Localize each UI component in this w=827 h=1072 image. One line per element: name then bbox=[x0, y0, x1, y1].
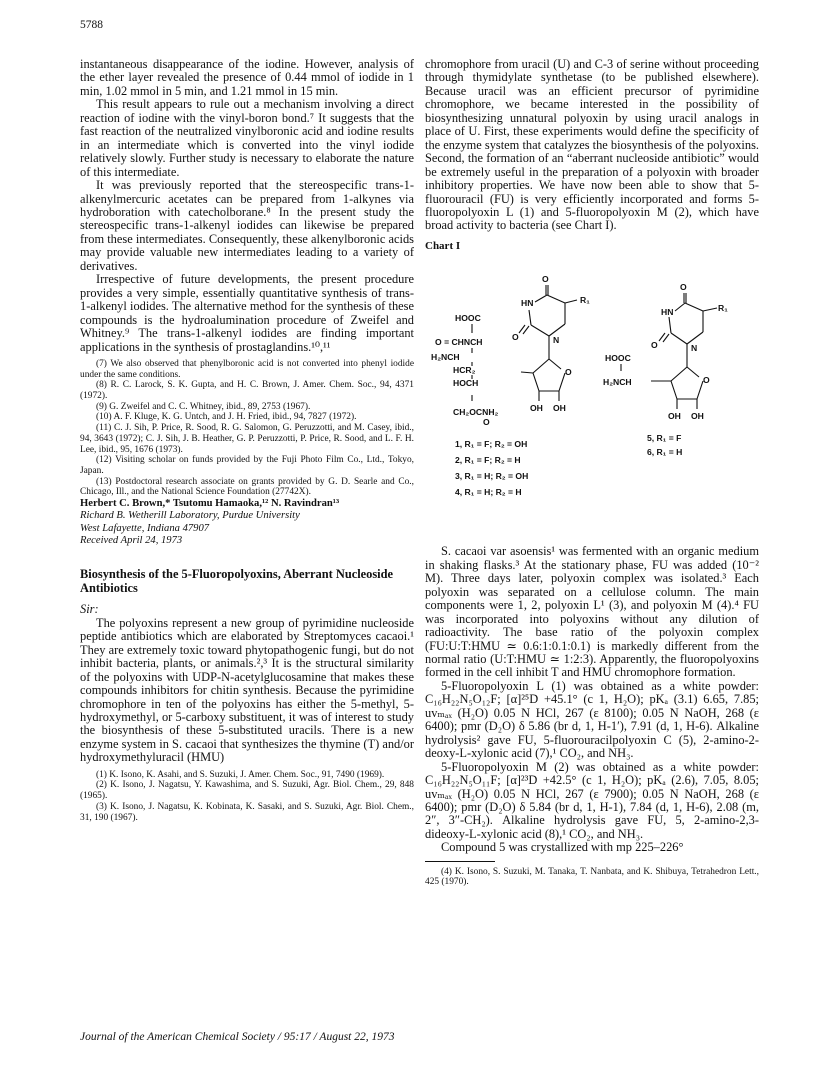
footnote: (1) K. Isono, K. Asahi, and S. Suzuki, J. Amer. Chem. Soc., 91, 7490 (1969). bbox=[96, 769, 385, 780]
footnote: (7) We also observed that phenylboronic acid is not converted into phenyl iodide under the same conditions. bbox=[80, 358, 414, 380]
journal-footer: Journal of the American Chemical Society / 95:17 / August 22, 1973 bbox=[80, 1031, 395, 1043]
label-r1: R₁ bbox=[718, 303, 728, 314]
footnote: (9) G. Zweifel and C. C. Whitney, ibid., 89, 2753 (1967). bbox=[96, 401, 311, 412]
label-h2nch: H₂NCH bbox=[603, 377, 632, 388]
chemical-structure-chart bbox=[425, 255, 759, 545]
compound-3-label: 3, R₁ = H; R₂ = OH bbox=[455, 471, 529, 482]
label-oh: OH bbox=[691, 411, 704, 422]
paragraph: chromophore from uracil (U) and C-3 of serine without proceeding through thymidylate synthetase (to be published elsewhere). Because uracil was an efficient precursor of pyrimidine chromophore, we became interested in the possibility of biosynthesizing unnatural polyoxin by using uracil analogs in place of U. First, these experiments would define the specificity of the enzyme system that catalyzes the biosynthesis of the polyoxins. Second, the formation of an “aberrant nucleoside antibiotic” would be extremely useful in the preparation of a polyoxin with broader inhibitory properties. We have now been able to show that 5-fluorouracil (FU) is very efficiently incorporated and forms 5-fluoropolyoxin L (1) and 5-fluoropolyoxin M (2), which have broad activity to bacteria (see Chart I). bbox=[425, 57, 759, 233]
footnote: (12) Visiting scholar on funds provided by the Fuji Photo Film Co., Ltd., Tokyo, Japan. bbox=[80, 455, 414, 476]
label-hn: HN bbox=[661, 307, 674, 318]
compound-4-label: 4, R₁ = H; R₂ = H bbox=[455, 487, 522, 498]
label-oxygen: O bbox=[483, 417, 490, 428]
label-oxygen: O bbox=[512, 332, 519, 343]
footnotes bbox=[80, 770, 414, 824]
label-oh: OH bbox=[553, 403, 566, 414]
compound-1-label: 1, R₁ = F; R₂ = OH bbox=[455, 439, 528, 450]
author-line: Herbert C. Brown,* Tsutomu Hamaoka,¹² N. Ravindran¹³ bbox=[80, 498, 340, 510]
label-oxygen: O bbox=[651, 340, 658, 351]
compound-5-label: 5, R₁ = F bbox=[647, 433, 682, 444]
paragraph: S. cacaoi var asoensis¹ was fermented with an organic medium in shaking flasks.³ At the stationary phase, FU was added (10⁻² M). Three days later, polyoxin complex was isolated.³ Each polyoxin was separated on a cellulose column. The main components were 1, 2, polyoxin L¹ (3), and polyoxin M (4).⁴ FU was incorporated into polyoxins without any dilution of radioactivity. The base ratio of the polyoxin complex (FU:U:T:HMU ≃ 0.6:1:0.1:0.1) is markedly different from the normal ratio (U:T:HMU ≃ 1:2:3). Apparently, the fluoropolyoxins formed in the cell inhibit T and HMU chromophore formation. bbox=[425, 544, 759, 680]
affiliation-location: West Lafayette, Indiana 47907 bbox=[80, 522, 210, 534]
footnotes bbox=[80, 359, 414, 498]
footnote-rule bbox=[425, 861, 495, 862]
label-nitrogen: N bbox=[553, 335, 560, 346]
label-oh: OH bbox=[530, 403, 543, 414]
paragraph: It was previously reported that the stereospecific trans-1-alkenylmercuric acetates can be prepared from 1-alkynes via hydroboration with catecholborane.⁸ In the present study the stereospecific trans-1-alkenyl iodides can likewise be prepared from these intermediates. Consequently, these alkenylboronic acids may provide valuable new intermediates leading to a variety of derivatives. bbox=[80, 178, 414, 273]
article-title: Biosynthesis of the 5-Fluoropolyoxins, Aberrant Nucleoside Antibiotics bbox=[80, 567, 393, 596]
label-h2nch: H₂NCH bbox=[431, 352, 460, 363]
label-nitrogen: N bbox=[691, 343, 698, 354]
label-ring-oxygen: O bbox=[703, 375, 710, 386]
right-column bbox=[425, 58, 759, 888]
left-column bbox=[80, 58, 414, 823]
label-r1: R₁ bbox=[580, 295, 590, 306]
label-ch2ocnh2: CH₂OCNH₂ bbox=[453, 407, 499, 418]
label-hooc: HOOC bbox=[455, 313, 481, 324]
footnote: (2) K. Isono, J. Nagatsu, Y. Kawashima, and S. Suzuki, Agr. Biol. Chem., 29, 848 (1965). bbox=[80, 780, 414, 802]
page-number: 5788 bbox=[80, 19, 103, 31]
label-hoch: HOCH bbox=[453, 378, 479, 389]
footnote: (4) K. Isono, S. Suzuki, M. Tanaka, T. Nanbata, and K. Shibuya, Tetrahedron Lett., 425 (1970). bbox=[425, 866, 759, 888]
label-hn: HN bbox=[521, 298, 534, 309]
footnote: (11) C. J. Sih, P. Price, R. Sood, R. G. Salomon, G. Peruzzotti, and M. Casey, ibid., 94, 3643 (1972); C. J. Sih, J. B. Heather, G. P. Peruzzotti, P. Price, R. Sood, and L. F. H. Lee, ibid., 95, 1676 (1973). bbox=[80, 423, 414, 455]
paragraph: The polyoxins represent a new group of pyrimidine nucleoside peptide antibiotics which are elaborated by Streptomyces cacaoi.¹ They are extremely toxic toward phytopathogenic fungi, but do not inhibit bacteria, plants, or animals.²,³ It is the structural similarity of the polyoxins with UDP-N-acetylglucosamine that makes these compounds inhibitors for chitin synthesis. Because the pyrimidine chromophore in ten of the polyoxins has either the 5-methyl, 5-hydroxymethyl, or 5-carboxy substituent, it was of interest to study the biosynthesis of these 5-substituted uracils. There is a new enzyme system in S. cacaoi that synthesizes the thymine (T) and/or hydroxymethyluracil (HMU) bbox=[80, 615, 414, 765]
received-date: Received April 24, 1973 bbox=[80, 534, 183, 546]
salutation: Sir: bbox=[80, 602, 99, 617]
paragraph: Compound 5 was crystallized with mp 225–226° bbox=[441, 840, 684, 855]
paragraph: 5-Fluoropolyoxin M (2) was obtained as a white powder: C₁₆H₂₂N₅O₁₁F; [α]²³D +42.5° (c 1, H₂O); pKₐ (2.6), 7.05, 8.05; uvₘₐₓ (H₂O) 0.05 N HCl, 267 (ε 7900); 0.05 N NaOH, 268 (ε 6400); pmr (D₂O) δ 5.84 (br d, 1, H-1), 7.84 (d, 1, H-6), 2.08 (m, 2″, 3″-CH₂). Alkaline hydrolysis gave FU, 5, 2-amino-2,3-dideoxy-L-xylonic acid (8),¹ CO₂, and NH₃. bbox=[425, 759, 759, 841]
affiliation: Richard B. Wetherill Laboratory, Purdue University bbox=[80, 510, 300, 522]
label-hcr2: HCR₂ bbox=[453, 365, 476, 376]
chart-label: Chart I bbox=[425, 239, 461, 252]
paragraph: 5-Fluoropolyoxin L (1) was obtained as a white powder: C₁₆H₂₂N₅O₁₂F; [α]²⁵D +45.1° (c 1, H₂O); pKₐ (3.1) 6.65, 7.85; uvₘₐₓ (H₂O) 0.05 N HCl, 267 (ε 8100); 0.05 N NaOH, 268 (ε 6400); pmr (D₂O) δ 5.86 (br d, 1, H-1′), 7.91 (d, 1, H-6). Alkaline hydrolysis² gave FU, 5-fluorouracilpolyoxin C (5), 2-amino-2-deoxy-L-xylonic acid (7),¹ CO₂, and NH₃. bbox=[425, 678, 759, 761]
paragraph: Irrespective of future developments, the present procedure provides a very simple, essentially quantitative synthesis of trans-1-alkenyl iodides. The alternative method for the synthesis of these compounds is the hydroalumination procedure of Zweifel and Whitney.⁹ The trans-1-alkenyl iodides are finding important applications in the synthesis of prostaglandins.¹⁰,¹¹ bbox=[80, 272, 414, 354]
footnote: (3) K. Isono, J. Nagatsu, K. Kobinata, K. Sasaki, and S. Suzuki, Agr. Biol. Chem., 31, 190 (1967). bbox=[80, 801, 414, 823]
compound-6-label: 6, R₁ = H bbox=[647, 447, 683, 458]
label-hooc: HOOC bbox=[605, 353, 631, 364]
footnote: (13) Postdoctoral research associate on grants provided by G. D. Searle and Co., Chicago, Ill., and the National Science Foundation (27742X). bbox=[80, 476, 414, 498]
label-oxygen: O bbox=[680, 282, 687, 293]
footnote: (8) R. C. Larock, S. K. Gupta, and H. C. Brown, J. Amer. Chem. Soc., 94, 4371 (1972). bbox=[80, 380, 414, 402]
label-ring-oxygen: O bbox=[565, 367, 572, 378]
label-oh: OH bbox=[668, 411, 681, 422]
compound-2-label: 2, R₁ = F; R₂ = H bbox=[455, 455, 521, 466]
footnote: (10) A. F. Kluge, K. G. Untch, and J. H. Fried, ibid., 94, 7827 (1972). bbox=[96, 412, 357, 423]
label-o-chnch: O = CHNCH bbox=[435, 337, 483, 348]
paragraph: This result appears to rule out a mechanism involving a direct reaction of iodine with the vinyl-boron bond.⁷ It suggests that the fast reaction of the neutralized vinylboronic acid and iodine results in an intermediate which is converted into the vinyl iodide relatively slowly. Further study is necessary to elaborate the nature of this intermediate. bbox=[80, 97, 414, 179]
paragraph: instantaneous disappearance of the iodine. However, analysis of the ether layer revealed the presence of 0.44 mmol of iodide in 1 min, 1.02 mmol in 5 min, and 1.21 mmol in 15 min. bbox=[80, 57, 414, 98]
label-oxygen: O bbox=[542, 274, 549, 285]
